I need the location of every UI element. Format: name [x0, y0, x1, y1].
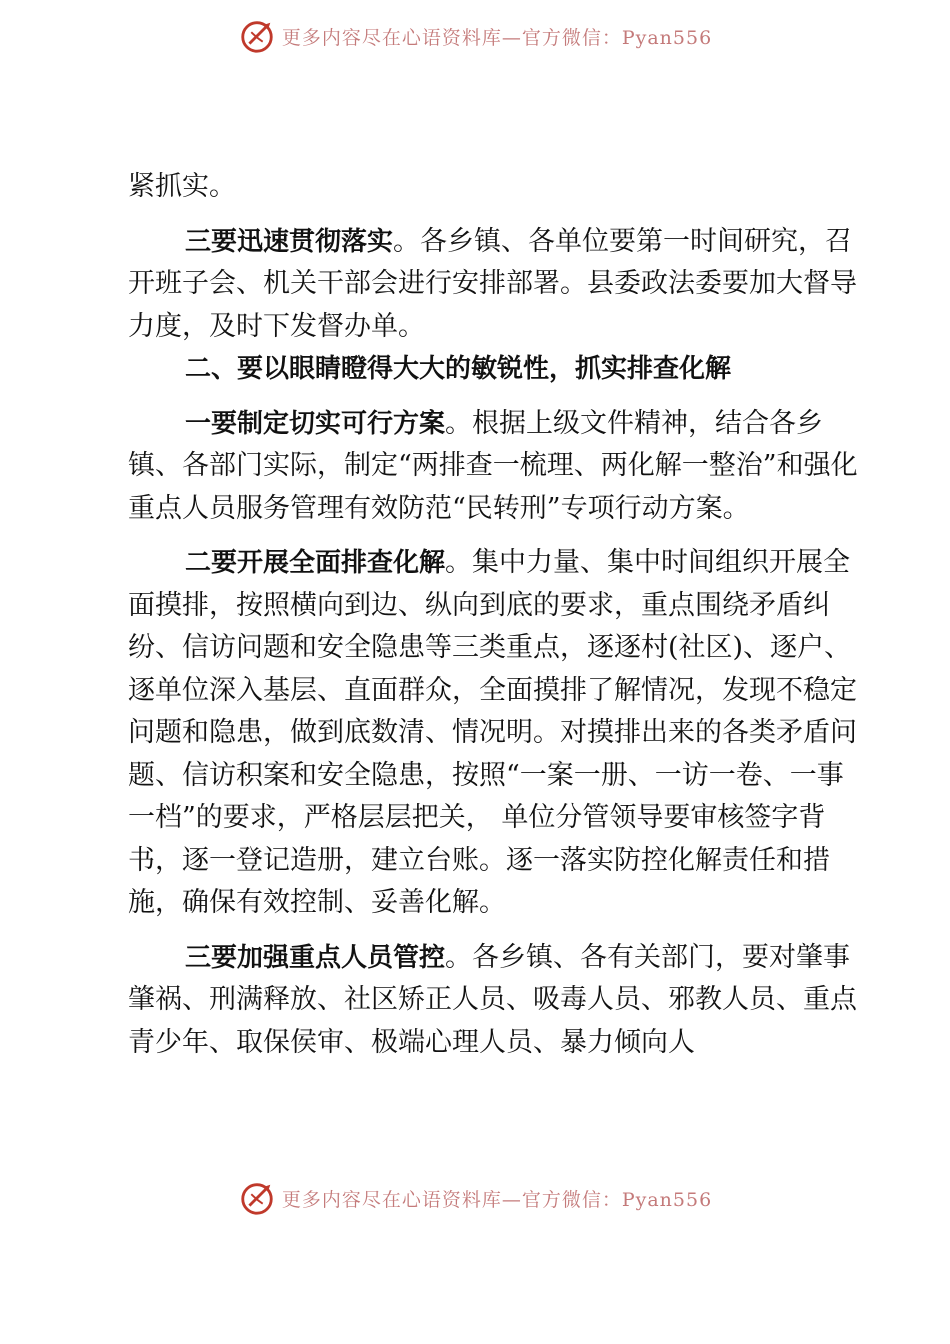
paragraph-item: 一要制定切实可行方案。根据上级文件精神，结合各乡镇、各部门实际，制定“两排查一梳理、两化解一整治”和强化重点人员服务管理有效防范“民转刑”专项行动方案。 [128, 407, 858, 524]
paragraph-lead: 三要加强重点人员管控 [185, 942, 446, 973]
brand-logo-icon [238, 1179, 276, 1217]
section-heading: 二、要以眼睛瞪得大大的敏锐性，抓实排查化解 [185, 354, 732, 384]
paragraph-item: 三要加强重点人员管控。各乡镇、各有关部门，要对肇事肇祸、刑满释放、社区矫正人员、吸毒人员、邪教人员、重点青少年、取保侯审、极端心理人员、暴力倾向人 [128, 941, 857, 1058]
paragraph-item: 二要开展全面排查化解。集中力量、集中时间组织开展全面摸排，按照横向到边、纵向到底的要求，重点围绕矛盾纠纷、信访问题和安全隐患等三类重点，逐逐村(社区)、逐户、逐单位深入基层、直面群众，全面摸排了解情况，发现不稳定问题和隐患，做到底数清、情况明。对摸排出来的各类矛盾问题、信访积案和安全隐患，按照“一案一册、一访一卷、一事一档”的要求，严格层层把关， 单位分管领导要审核签字背书，逐一登记造册，建立台账。逐一落实防控化解责任和措施，确保有效控制、妥善化解。 [128, 547, 857, 918]
watermark-text: 更多内容尽在心语资料库—官方微信：Pyan556 [281, 26, 713, 49]
brand-logo-icon [238, 17, 276, 55]
paragraph-lead: 一要制定切实可行方案 [185, 408, 446, 439]
paragraph-lead: 二要开展全面排查化解 [185, 548, 446, 578]
paragraph-lead: 三要迅速贯彻落实 [185, 226, 394, 257]
paragraph-item: 三要迅速贯彻落实。各乡镇、各单位要第一时间研究，召开班子会、机关干部会进行安排部署。县委政法委要加大督导力度，及时下发督办单。 [128, 225, 857, 342]
document-body [128, 166, 862, 1064]
header-watermark [0, 14, 950, 58]
paragraph-continuation: 紧抓实。 [128, 171, 236, 202]
watermark-text: 更多内容尽在心语资料库—官方微信：Pyan556 [281, 1188, 713, 1211]
footer-watermark [0, 1176, 950, 1220]
